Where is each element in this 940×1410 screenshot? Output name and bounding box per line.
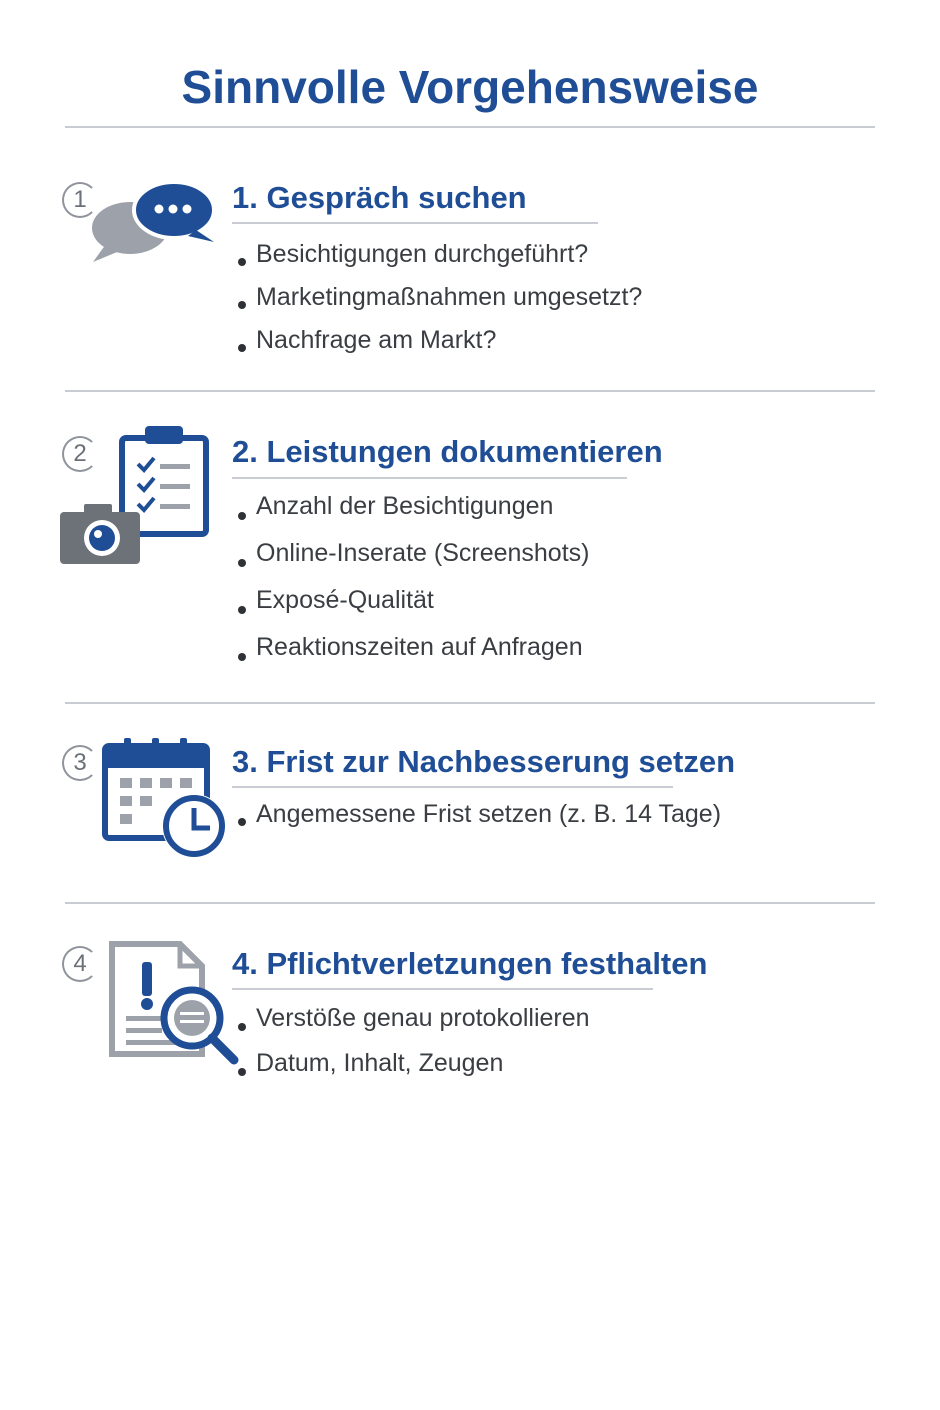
list-item: Verstöße genau protokollieren xyxy=(238,1004,590,1049)
section-divider-1 xyxy=(65,390,875,392)
step-heading-underline-1 xyxy=(232,222,598,224)
clipboard-camera-icon xyxy=(60,424,212,568)
page-title: Sinnvolle Vorgehensweise xyxy=(181,61,759,113)
list-item: Nachfrage am Markt? xyxy=(238,326,642,369)
document-magnifier-icon xyxy=(108,940,240,1068)
step-heading-3: 3. Frist zur Nachbesserung setzen xyxy=(232,744,736,779)
step-number-3: 3 xyxy=(62,745,98,781)
list-item: Exposé-Qualität xyxy=(238,586,589,633)
list-item: Anzahl der Besichtigungen xyxy=(238,492,589,539)
list-item: Marketingmaßnahmen umgesetzt? xyxy=(238,283,642,326)
step-number-2: 2 xyxy=(62,436,98,472)
step-heading-2: 2. Leistungen dokumentieren xyxy=(232,434,663,469)
step-heading-underline-4 xyxy=(232,988,653,990)
step-bullets-2 xyxy=(238,492,589,680)
step-number-1: 1 xyxy=(62,182,98,218)
calendar-clock-icon xyxy=(102,736,230,860)
section-divider-2 xyxy=(65,702,875,704)
title-divider xyxy=(65,126,875,128)
step-bullets-4 xyxy=(238,1004,590,1094)
list-item: Reaktionszeiten auf Anfragen xyxy=(238,633,589,680)
list-item: Online-Inserate (Screenshots) xyxy=(238,539,589,586)
step-heading-underline-3 xyxy=(232,786,673,788)
speech-bubbles-icon xyxy=(88,178,218,266)
step-heading-4: 4. Pflichtverletzungen festhalten xyxy=(232,946,708,981)
list-item: Angemessene Frist setzen (z. B. 14 Tage) xyxy=(238,800,721,843)
list-item: Besichtigungen durchgeführt? xyxy=(238,240,642,283)
list-item: Datum, Inhalt, Zeugen xyxy=(238,1049,590,1094)
step-heading-1: 1. Gespräch suchen xyxy=(232,180,527,215)
step-number-4: 4 xyxy=(62,946,98,982)
step-bullets-1 xyxy=(238,240,642,369)
step-heading-underline-2 xyxy=(232,477,627,479)
step-bullets-3 xyxy=(238,800,721,843)
section-divider-3 xyxy=(65,902,875,904)
